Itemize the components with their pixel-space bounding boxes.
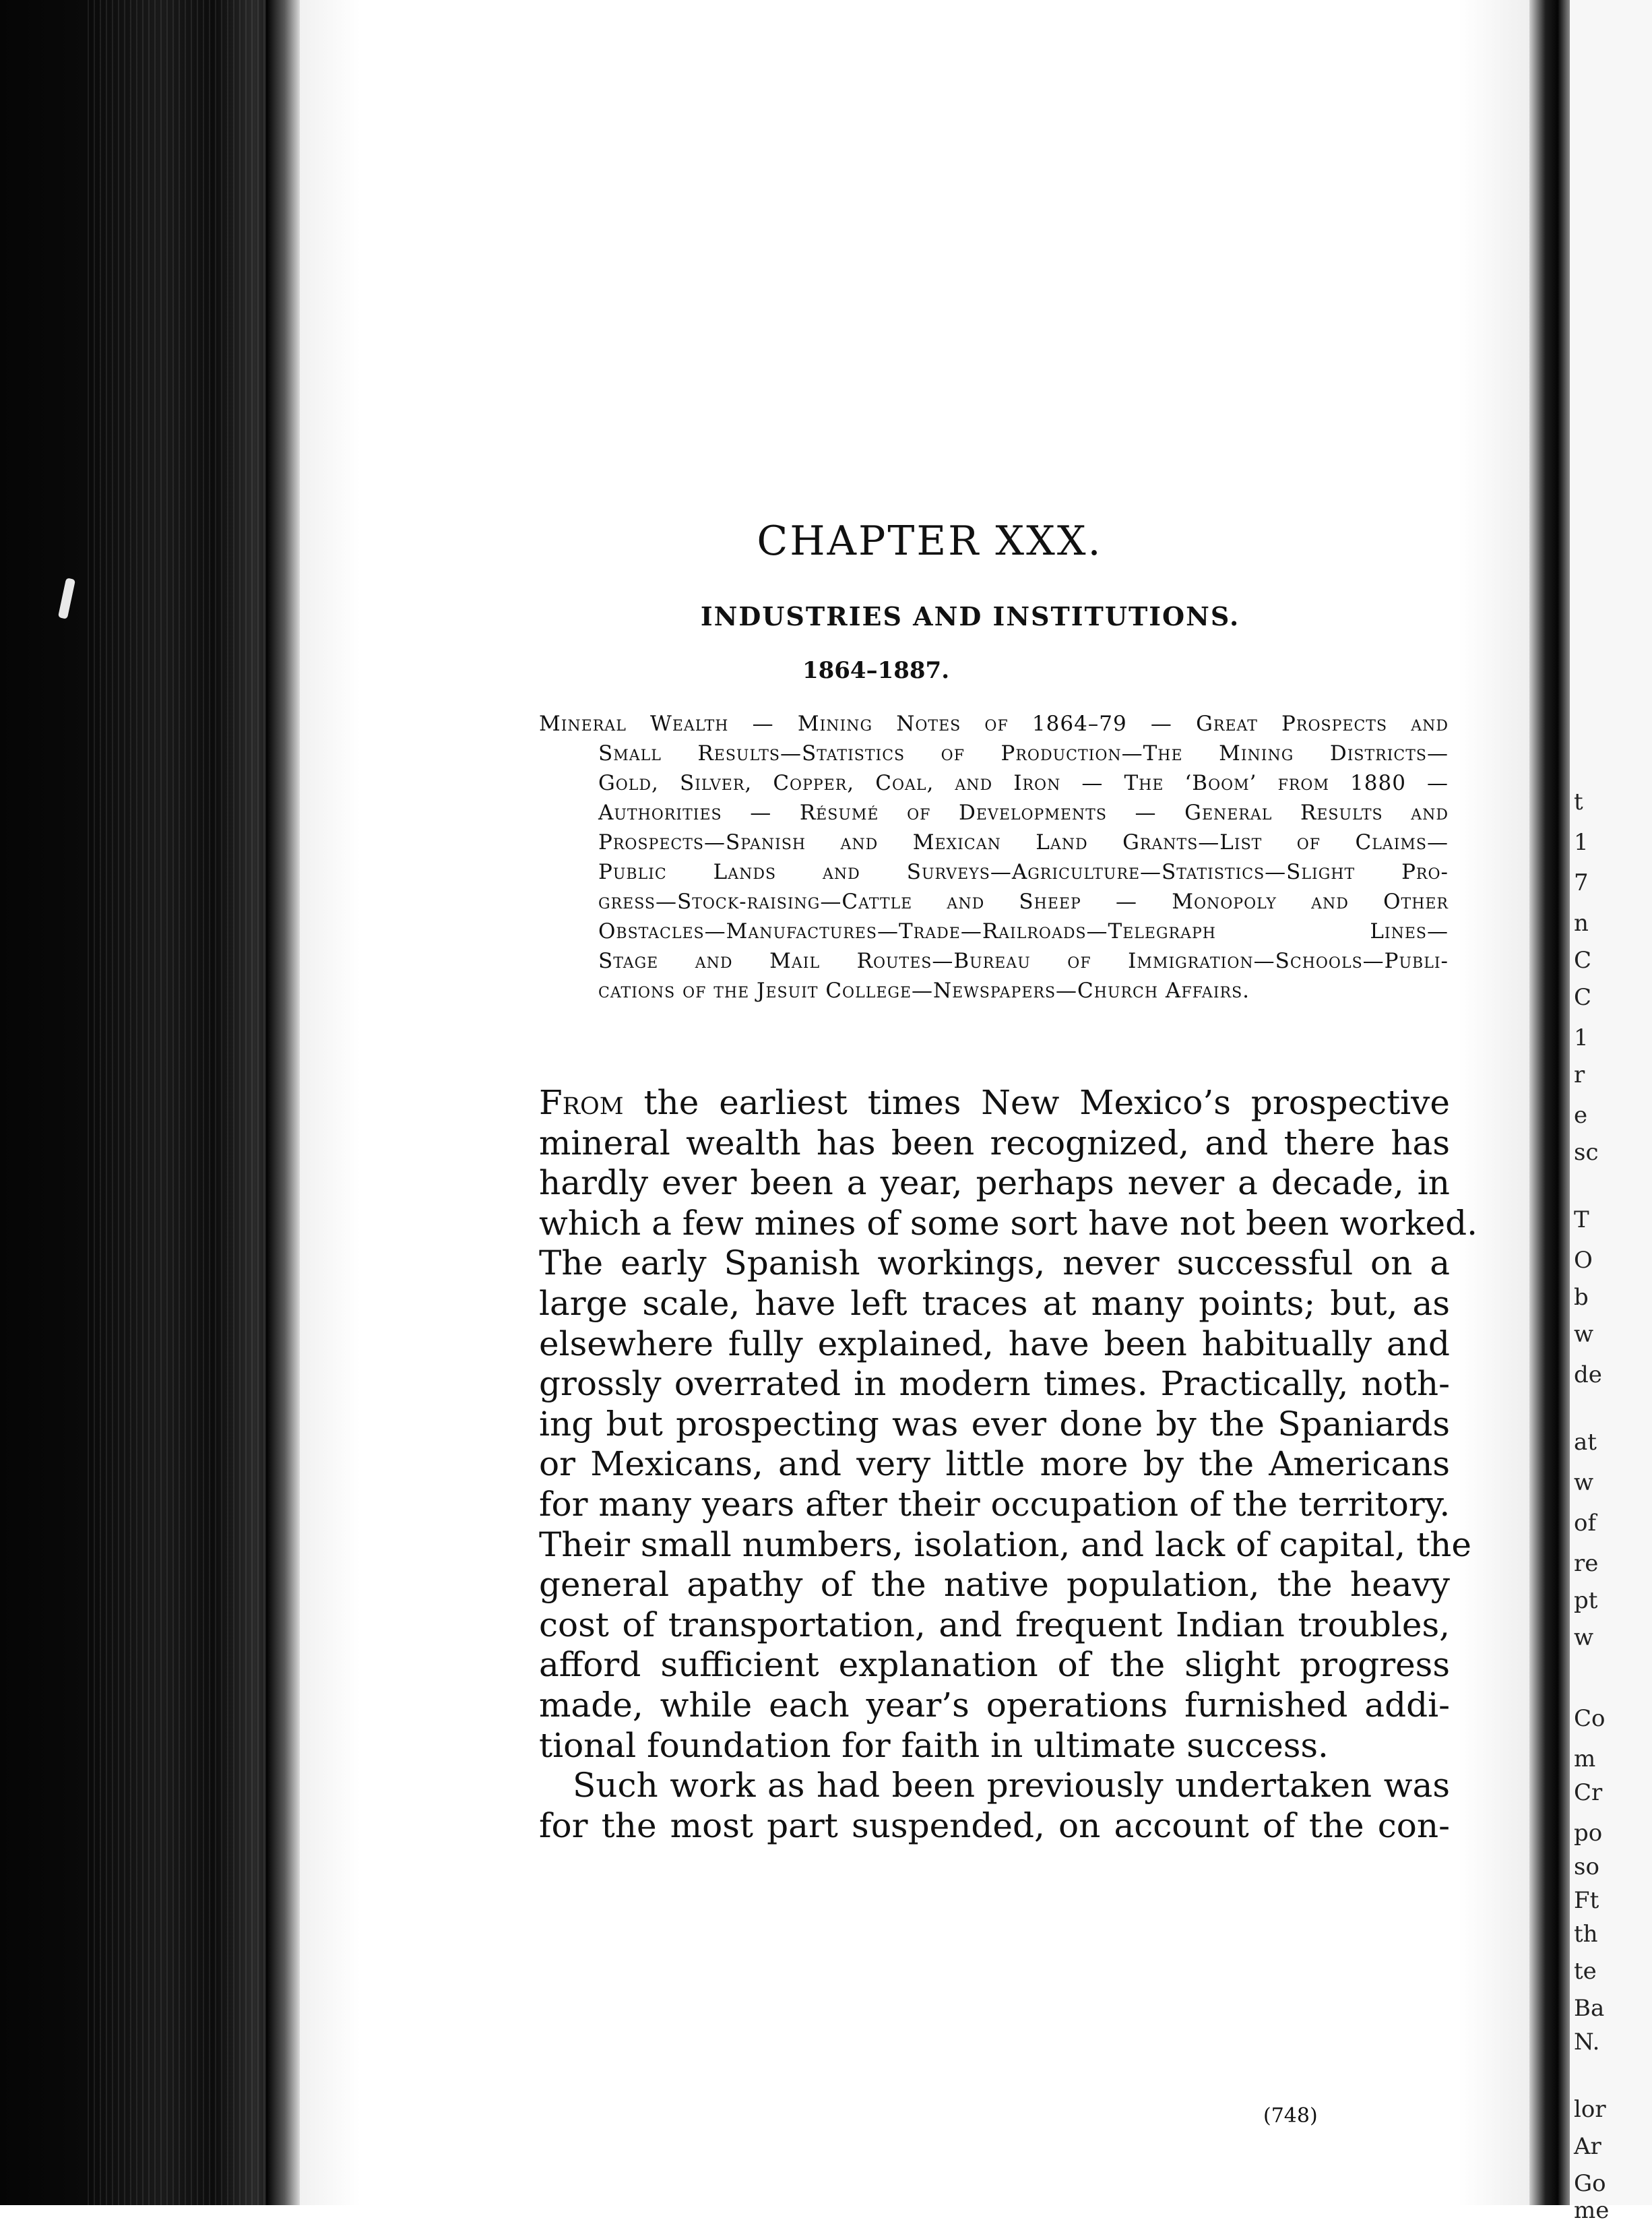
synopsis-line: Public Lands and Surveys—Agriculture—Statistics—Slight Pro- (598, 860, 1449, 884)
page-edges-stripes (88, 0, 290, 2205)
facing-page-fragment: Ar (1574, 2133, 1601, 2160)
body-line: The early Spanish workings, never successful on a (539, 1243, 1450, 1283)
page-number: (748) (1263, 2104, 1318, 2128)
body-line: or Mexicans, and very little more by the Americans (539, 1444, 1450, 1484)
body-line: for many years after their occupation of the territory. (539, 1484, 1451, 1524)
body-line: general apathy of the native population, the heavy (539, 1565, 1450, 1605)
gutter-shadow (1529, 0, 1570, 2205)
chapter-subtitle: INDUSTRIES AND INSTITUTIONS. (700, 601, 1240, 631)
facing-page-fragment: Cr (1574, 1779, 1603, 1806)
body-line: made, while each year’s operations furnished addi- (539, 1685, 1450, 1725)
synopsis-line: Stage and Mail Routes—Bureau of Immigration—Schools—Publi- (598, 949, 1449, 973)
drop-first-word: From (539, 1083, 624, 1122)
body-line: cost of transportation, and frequent Indian troubles, (539, 1605, 1450, 1644)
facing-page-fragment: N. (1574, 2029, 1600, 2056)
synopsis-line: Obstacles—Manufactures—Trade—Railroads—Telegraph Lines— (598, 919, 1449, 944)
body-paragraphs (539, 1083, 1478, 1846)
facing-page-fragment: C (1574, 984, 1592, 1011)
synopsis-line: Authorities — Résumé of Developments — General Results and (598, 801, 1449, 825)
facing-page-fragment: at (1574, 1429, 1597, 1456)
facing-page-fragment: 7 (1574, 869, 1589, 896)
synopsis-line: gress—Stock-raising—Cattle and Sheep — Monopoly and Other (598, 890, 1449, 914)
facing-page-fragment: O (1574, 1247, 1593, 1274)
facing-page-fragment: r (1574, 1061, 1585, 1088)
synopsis-line: Mineral Wealth — Mining Notes of 1864–79 — Great Prospects and (539, 712, 1449, 736)
synopsis-line: cations of the Jesuit College—Newspapers—Church Affairs. (598, 979, 1250, 1003)
chapter-title: CHAPTER XXX. (757, 518, 1103, 565)
body-line: Their small numbers, isolation, and lack of capital, the (539, 1524, 1471, 1564)
facing-page-fragment: th (1574, 1921, 1598, 1948)
body-line-text: the earliest times New Mexico’s prospective (623, 1083, 1450, 1122)
facing-page-fragment: pt (1574, 1587, 1598, 1614)
facing-page-fragment: Ba (1574, 1995, 1605, 2022)
body-line: grossly overrated in modern times. Practically, noth- (539, 1364, 1450, 1404)
facing-page-fragment: of (1574, 1510, 1597, 1537)
facing-page-fragment: m (1574, 1746, 1596, 1772)
facing-page-fragment: 1 (1574, 829, 1589, 856)
facing-page (1570, 0, 1652, 2224)
binding-shadow (266, 0, 300, 2205)
body-line: Such work as had been previously undertaken was (573, 1766, 1450, 1805)
facing-page-fragment: n (1574, 910, 1589, 937)
facing-page-fragment: lor (1574, 2096, 1606, 2123)
body-line: hardly ever been a year, perhaps never a decade, in (539, 1163, 1450, 1203)
facing-page-fragment: 1 (1574, 1024, 1589, 1051)
facing-page-fragment: b (1574, 1284, 1589, 1311)
synopsis-line: Gold, Silver, Copper, Coal, and Iron — The ‘Boom’ from 1880 — (598, 771, 1449, 795)
facing-page-fragment: so (1574, 1853, 1599, 1880)
facing-page-fragment: sc (1574, 1139, 1599, 1166)
facing-page-fragment: po (1574, 1820, 1603, 1847)
facing-page-fragment: Ft (1574, 1887, 1599, 1914)
facing-page-fragment: Go (1574, 2170, 1606, 2197)
facing-page-fragment: Co (1574, 1705, 1606, 1732)
body-line: which a few mines of some sort have not been worked. (539, 1203, 1478, 1243)
facing-page-fragment: me (1574, 2197, 1610, 2224)
facing-page-fragment: w (1574, 1469, 1594, 1496)
facing-page-fragment: te (1574, 1958, 1597, 1985)
body-line: elsewhere fully explained, have been habitually and (539, 1324, 1450, 1363)
body-line: ing but prospecting was ever done by the Spaniards (539, 1404, 1450, 1444)
facing-page-fragment: e (1574, 1102, 1588, 1129)
body-line: mineral wealth has been recognized, and there has (539, 1123, 1450, 1163)
chapter-synopsis (539, 709, 1449, 1006)
facing-page-fragment: t (1574, 789, 1583, 815)
facing-page-fragment: de (1574, 1361, 1602, 1388)
chapter-years: 1864–1887. (802, 657, 950, 684)
body-line: tional foundation for faith in ultimate success. (539, 1725, 1329, 1765)
body-line: afford sufficient explanation of the slight progress (539, 1645, 1450, 1685)
synopsis-line: Prospects—Spanish and Mexican Land Grants—List of Claims— (598, 830, 1449, 855)
facing-page-fragment: re (1574, 1550, 1599, 1577)
facing-page-fragment: C (1574, 947, 1592, 974)
facing-page-fragment: w (1574, 1624, 1594, 1651)
body-line (539, 1083, 1450, 1123)
facing-page-fragment: T (1574, 1206, 1589, 1233)
body-line: for the most part suspended, on account of the con- (539, 1805, 1450, 1845)
body-line: large scale, have left traces at many points; but, as (539, 1283, 1450, 1323)
synopsis-line: Small Results—Statistics of Production—The Mining Districts— (598, 741, 1449, 766)
facing-page-fragment: w (1574, 1321, 1594, 1348)
